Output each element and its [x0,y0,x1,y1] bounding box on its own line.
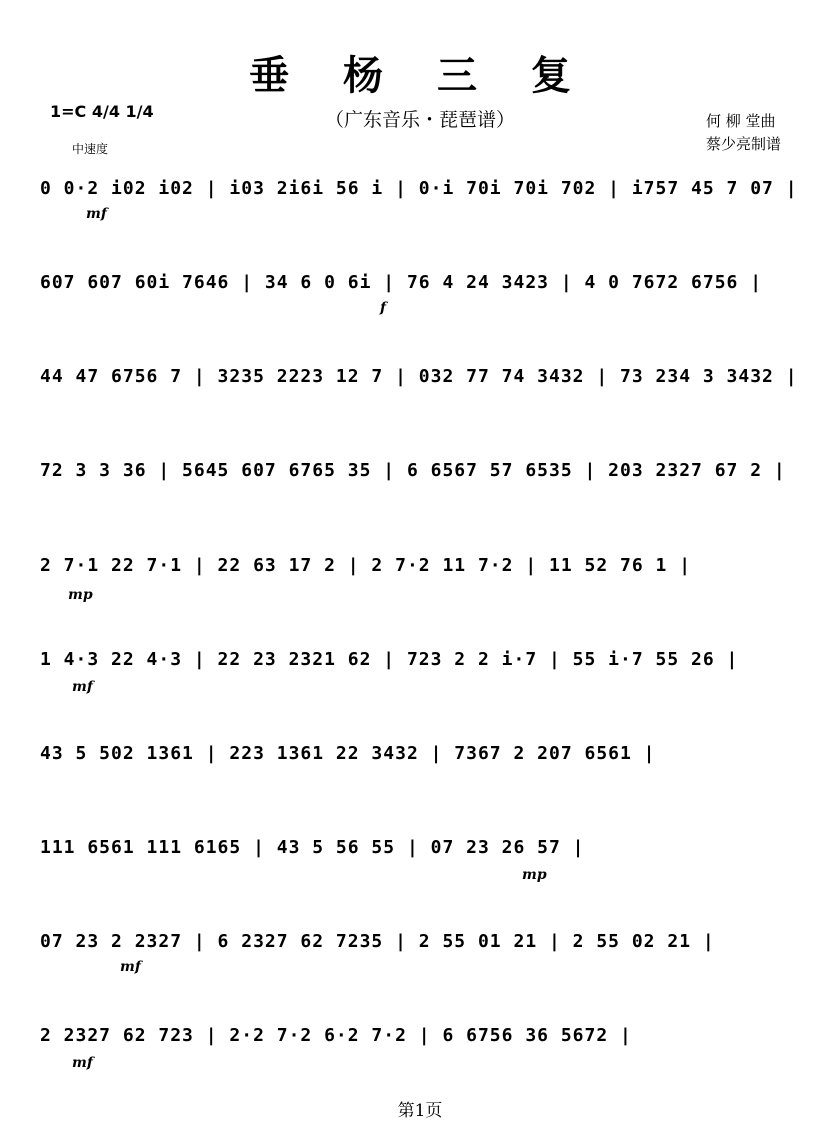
score-title: 垂 杨 三 复 [249,52,591,99]
dynamic-marking: mf [120,959,141,975]
score-line-4 [40,460,810,520]
notation-line: 607 607 60i 7646 | 34 6 0 6i | 76 4 24 3423 | 4 0 7672 6756 | [40,272,763,293]
tempo-marking: 中速度 [72,142,109,156]
score-line-5 [40,555,810,615]
dynamic-marking: mf [72,1055,93,1071]
score-line-9 [40,931,810,991]
dynamic-marking: mf [72,679,93,695]
notation-line: 111 6561 111 6165 | 43 5 56 55 | 07 23 26 57 | [40,837,585,858]
notation-line: 07 23 2 2327 | 6 2327 62 7235 | 2 55 01 21 | 2 55 02 21 | [40,931,715,952]
dynamic-marking: mf [86,206,107,222]
page-number: 第1页 [397,1101,443,1121]
score-line-2 [40,272,810,332]
notation-line: 2 2327 62 723 | 2·2 7·2 6·2 7·2 | 6 6756 36 5672 | [40,1025,632,1046]
score-subtitle: （广东音乐・琵琶谱） [324,109,515,131]
score-line-6 [40,649,810,709]
notation-line: 0 0·2 i02 i02 | i03 2i6i 56 i | 0·i 70i 70i 702 | i757 45 7 07 | [40,178,798,199]
notation-line: 1 4·3 22 4·3 | 22 23 2321 62 | 723 2 2 i·7 | 55 i·7 55 26 | [40,649,739,670]
dynamic-marking: mp [68,587,93,603]
key-time-signature: 1=C 4/4 1/4 [50,102,154,121]
score-line-10 [40,1025,810,1085]
score-line-3 [40,366,810,426]
notation-line: 44 47 6756 7 | 3235 2223 12 7 | 032 77 74 3432 | 73 234 3 3432 | [40,366,798,387]
notation-line: 72 3 3 36 | 5645 607 6765 35 | 6 6567 57 6535 | 203 2327 67 2 | [40,460,786,481]
score-line-8 [40,837,810,897]
composer-credit: 何 柳 堂曲 [706,112,776,130]
notation-line: 43 5 502 1361 | 223 1361 22 3432 | 7367 2 207 6561 | [40,743,656,764]
dynamic-marking: f [380,300,387,316]
notation-line: 2 7·1 22 7·1 | 22 63 17 2 | 2 7·2 11 7·2 | 11 52 76 1 | [40,555,692,576]
score-line-7 [40,743,810,803]
arranger-credit: 蔡少亮制谱 [706,135,782,153]
score-line-1 [40,178,810,238]
dynamic-marking: mp [522,867,547,883]
